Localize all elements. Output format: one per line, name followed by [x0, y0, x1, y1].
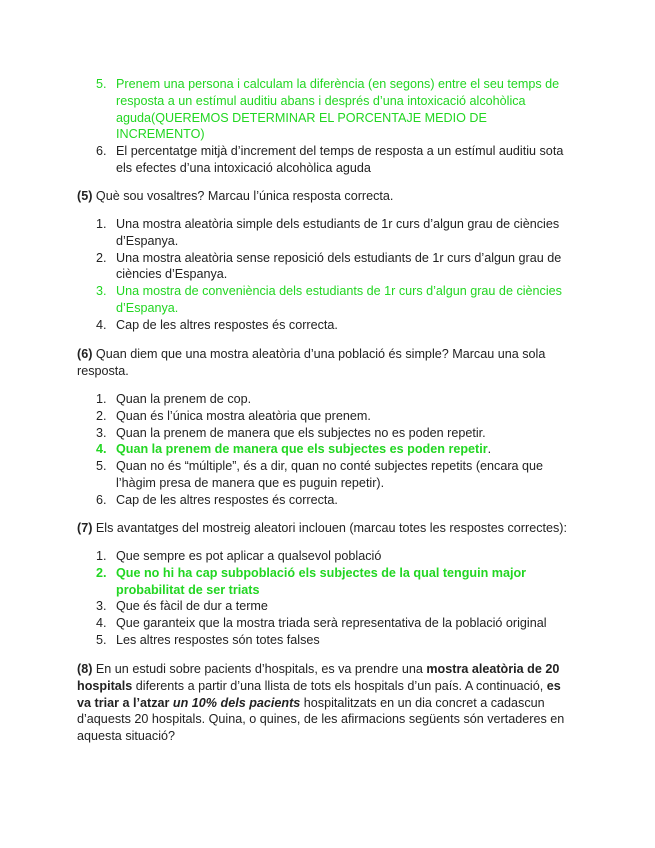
option-item [0, 250, 655, 284]
option-number: 1. [96, 217, 107, 231]
option-text: Cap de les altres respostes és correcta. [116, 492, 338, 507]
question-text-part: En un estudi sobre pacients d’hospitals, es va prendre una [92, 662, 427, 676]
option-text: Que sempre es pot aplicar a qualsevol població [116, 549, 382, 563]
question-7-options [0, 548, 655, 649]
question-text: Els avantatges del mostreig aleatori inclouen (marcau totes les respostes correctes): [92, 521, 567, 535]
option-text: Que garanteix que la mostra triada serà representativa de la població original [116, 616, 547, 631]
list-item-text: El percentatge mitjà d’increment del temps de resposta a un estímul auditiu sota els efectes d’una intoxicació alcohòlica aguda [116, 144, 564, 175]
question-7 [77, 520, 597, 537]
option-item-correct: 4. Quan la prenem de manera que els subjectes es poden repetir. [96, 442, 492, 457]
question-8 [77, 661, 577, 745]
option-number: 5. [96, 632, 107, 647]
question-bold-text: es va triar a l’atzar [77, 678, 561, 710]
question-6-options [0, 391, 655, 509]
option-text: Les altres respostes són totes falses [116, 632, 320, 647]
option-text: Una mostra aleatòria sense reposició dels estudiants de 1r curs d’algun grau de ciències d’Espanya. [116, 250, 562, 282]
question-number: (5) [77, 189, 93, 203]
option-text: Quan la prenem de manera que els subjectes no es poden repetir. [116, 425, 486, 440]
option-text: Quan és l’única mostra aleatòria que prenem. [116, 408, 371, 423]
option-item [0, 598, 655, 615]
question-number: (8) [77, 662, 93, 676]
question-5 [77, 188, 582, 205]
option-item [0, 615, 655, 632]
option-item [0, 548, 655, 565]
option-item [0, 317, 655, 334]
question-number: (7) [77, 521, 93, 535]
question-text-part: hospitalitzats en un dia concret a cadascun d’aquests 20 hospitals. Quina, o quines, de les afirmacions següents són vertaderes en aquesta situació? [77, 695, 565, 744]
option-number: 2. [96, 565, 107, 580]
option-text: Que no hi ha cap subpoblació els subjectes de la qual tenguin major probabilitat de ser triats [116, 565, 527, 597]
option-item [0, 492, 655, 509]
list-item-text: Prenem una persona i calculam la diferència (en segons) entre el seu temps de resposta a un estímul auditiu abans i després d’una intoxicació alcohòlica aguda(QUEREMOS DETERMINAR EL PORCENTAJE MEDIO DE INCREMENTO) [116, 77, 560, 142]
option-number: 6. [96, 492, 107, 507]
question-text: Quan diem que una mostra aleatòria d’una població és simple? Marcau una sola resposta. [77, 347, 546, 378]
option-number: 4. [96, 317, 107, 332]
option-number: 4. [96, 442, 107, 457]
question-text-part: diferents a partir d’una llista de tots els hospitals d’un país. A continuació, [132, 678, 547, 693]
question-5-options [0, 216, 655, 334]
option-item [0, 458, 655, 492]
question-number: (6) [77, 347, 93, 361]
option-item [0, 391, 655, 408]
option-text: Cap de les altres respostes és correcta. [116, 317, 338, 332]
question-text: Què sou vosaltres? Marcau l’única resposta correcta. [92, 189, 394, 203]
option-item-correct [0, 283, 655, 317]
option-text: Quan no és “múltiple”, és a dir, quan no conté subjectes repetits (encara que l’hàgim presa de manera que es puguin repetir). [116, 459, 544, 490]
option-text: Quan la prenem de manera que els subjectes es poden repetir [116, 442, 488, 457]
list-item-number: 6. [96, 144, 107, 159]
option-number: 1. [96, 549, 107, 563]
question-6 [77, 346, 582, 380]
option-item [0, 425, 655, 442]
option-number: 3. [96, 599, 107, 614]
option-item [0, 408, 655, 425]
option-text: Una mostra aleatòria simple dels estudiants de 1r curs d’algun grau de ciències d’Espanya. [116, 217, 560, 248]
option-number: 1. [96, 392, 107, 406]
option-text: Que és fàcil de dur a terme [116, 599, 268, 614]
list-item-number: 5. [96, 77, 107, 91]
option-text: Una mostra de conveniència dels estudiants de 1r curs d’algun grau de ciències d’Espanya. [116, 284, 562, 315]
list-a [0, 76, 655, 177]
option-item [0, 216, 655, 250]
question-bold-italic-text: un 10% dels pacients [172, 695, 301, 710]
option-text: Quan la prenem de cop. [116, 392, 252, 406]
option-number: 2. [96, 408, 107, 423]
option-number: 3. [96, 425, 107, 440]
option-number: 3. [96, 284, 107, 299]
question-bold-text: mostra aleatòria de 20 hospitals [77, 662, 560, 693]
option-number: 2. [96, 250, 107, 265]
option-item-correct [0, 565, 655, 599]
list-item [0, 143, 655, 177]
option-number: 5. [96, 459, 107, 474]
option-item [0, 632, 655, 649]
list-item [0, 76, 655, 143]
option-number: 4. [96, 616, 107, 631]
